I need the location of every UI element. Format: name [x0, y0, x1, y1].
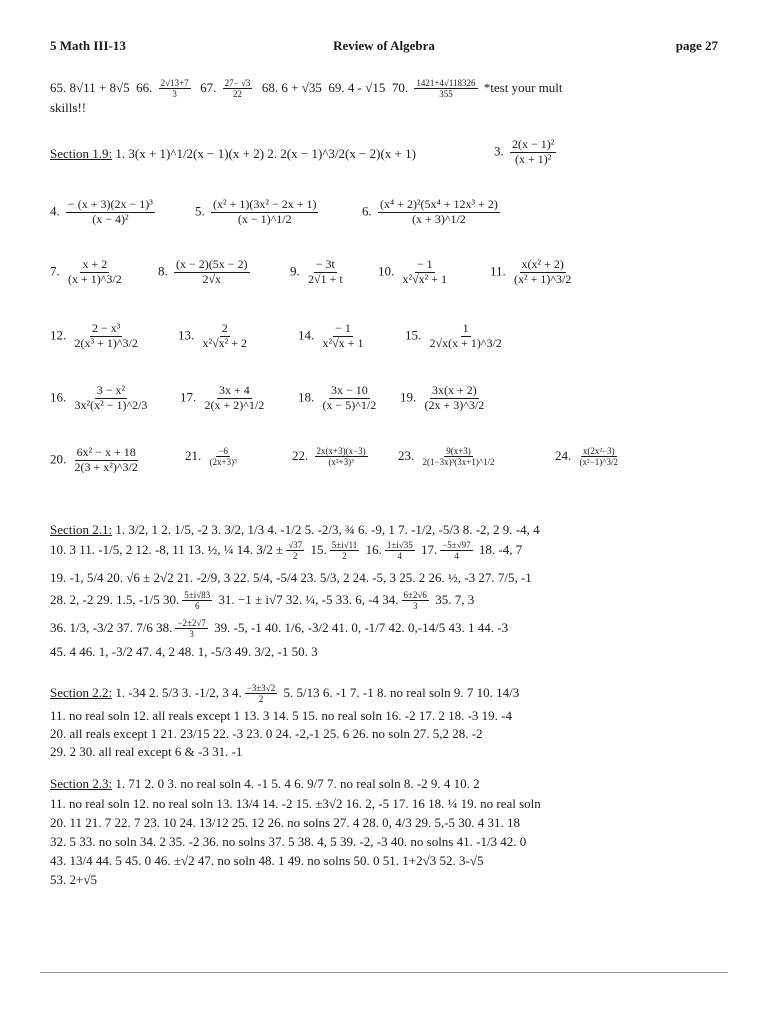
answer-1-9-7: 7. $\frac{x + 2}{(x + 1)\^{}3/2}$	[50, 257, 122, 286]
section-2-2-title: Section 2.2:	[50, 684, 113, 700]
answers-65-70	[50, 78, 728, 100]
section-2-2-row-3: 20. all reals except 1 21. 23/15 22. -3 23. 0 24. -2,-1 25. 6 26. no soln 27. 5,2 28. -2	[50, 726, 483, 741]
section-1-9-row-1	[50, 146, 728, 162]
course-label: 5 Math III-13	[50, 38, 126, 53]
section-2-3-row-3: 20. 11 21. 7 22. 7 23. 10 24. 13/12 25. 12 26. no solns 27. 4 28. 0, 4/3 29. 5,-5 30. 4 31. 18	[50, 815, 521, 830]
section-2-3-row-1: Section 2.3: 1. 71 2. 0 3. no real soln 4. -1 5. 4 6. 9/7 7. no real soln 8. -2 9. 4 10. 2	[50, 776, 480, 791]
answer-66-label: 66.	[136, 79, 153, 95]
answer-1-9-9: 9. $\frac{- 3t}{2√1 + t}$	[290, 257, 343, 286]
answer-1-9-4: 4. $\frac{\text{− (x + 3)(2x − 1)³}}{\text{(x − 4)²}}$	[50, 197, 153, 226]
answer-1-9-10: 10. $\frac{- 1}{\text{x²√x² + 1}}$	[378, 257, 448, 286]
answer-1-9-16: 16. $\frac{\text{3 − x²}}{\text{3x²(x² − 1)\textasciicircum{}2/3}}$	[50, 383, 148, 412]
section-2-1-row-3: 19. -1, 5/4 20. √6 ± 2√2 21. -2/9, 3 22. 5/4, -5/4 23. 5/3, 2 24. -5, 3 25. 2 26. ½, -3 27. 7/5, -1	[50, 570, 532, 585]
answer-68: 68. 6 + √35	[261, 79, 322, 95]
section-1-9-title: Section 1.9:	[50, 146, 113, 161]
answer-70-label: 70.	[391, 79, 409, 95]
section-2-1-row-6: 45. 4 46. 1, -3/2 47. 4, 2 48. 1, -5/3 49. 3/2, -1 50. 3	[50, 644, 318, 659]
section-2-3-title: Section 2.3:	[50, 776, 113, 791]
section-2-2-row-1: Section 2.2: 1. -34 2. 5/3 3. -1/2, 3 4. $\frac{-3\pm 3√2}{2}$ 5. 5/13 6. -1 7. -1 8. no real soln 9. 7 10. 14/3	[50, 683, 520, 705]
answer-1-9-20: 20. $\frac{\text{6x² − x + 18}}{\text{2(3 + x²)\textasciicircum{}3/2}}$	[50, 445, 138, 474]
answer-1-9-6: 6. $\frac{\text{(x⁴ + 2)²(5x⁴ + 12x³ + 2)}}{(x + 3)\^{}1/2}$	[362, 197, 498, 226]
section-2-3-row-2: 11. no real soln 12. no real soln 13. 13/4 14. -2 15. ±3√2 16. 2, -5 17. 16 18. ¼ 19. no real soln	[50, 796, 541, 811]
answer-1-9-21: 21. $\frac{-6}{\text{(2x+3)³}}$	[185, 446, 237, 468]
answer-67-fraction: $\frac{27- √3}{22}$	[224, 78, 251, 100]
answer-1-9-23: 23. $\frac{9(x+3)}{\text{2(1−3x)³(3x+1)\textasciicircum{}1/2}}$	[398, 446, 495, 468]
page-header	[50, 38, 718, 56]
page-number: page 27	[675, 38, 718, 53]
answer-1-9-13: 13. $\frac{2}{\text{x²√x² + 2}}$	[178, 321, 248, 350]
section-2-1-row-1: Section 2.1: 1. 3/2, 1 2. 1/5, -2 3. 3/2, 1/3 4. -1/2 5. -2/3, ¾ 6. -9, 1 7. -1/2, -5/3 8. -2, 2 9. -4, 4	[50, 522, 540, 537]
answer-1-9-18: 18. $\frac{3x - 10}{(x - 5)\^{}1/2}$	[298, 383, 377, 412]
answer-1-9-8: 8. $\frac{(x - 2)(5x - 2)}{2√x}$	[158, 257, 248, 286]
answer-1-9-11: 11. $\frac{\text{x(x² + 2)}}{\text{(x² + 1)\textasciicircum{}3/2}}$	[490, 257, 572, 286]
answer-67-label: 67.	[200, 79, 217, 95]
section-2-1-row-2: 10. 3 11. -1/5, 2 12. -8, 11 13. ½, ¼ 14. 3/2 ± $\frac{√37}{2}$ 15. $\frac{5\pm i√11}{2}$ 16. $\frac{1\pm i√35}{4}$ 17. $\frac{-5\pm√97}{4}$ 18. -4, 7	[50, 540, 523, 562]
answer-1-9-15: 15. $\frac{1}{2√x(x + 1)\^{}3/2}$	[405, 321, 502, 350]
section-2-2-row-2: 11. no real soln 12. all reals except 1 13. 3 14. 5 15. no real soln 16. -2 17. 2 18. -3 19. -4	[50, 708, 513, 723]
section-2-3-row-4: 32. 5 33. no soln 34. 2 35. -2 36. no solns 37. 5 38. 4, 5 39. -2, -3 40. no solns 41. -1/3 42. 0	[50, 834, 527, 849]
answer-66-fraction: $\frac{2√13+7}{3}$	[160, 78, 189, 100]
answer-65: 65. 8√11 + 8√5	[50, 79, 130, 95]
answer-1-9-22: 22. $\frac{2x(x+3)(x-3)}{\text{(x²+3)³}}$	[292, 446, 366, 468]
answer-1-9-24: 24. $\frac{\text{x(2x²−3)}}{\text{(x²−1)\textasciicircum{}3/2}}$	[555, 446, 618, 468]
bottom-divider	[40, 972, 728, 973]
section-2-3-row-5: 43. 13/4 44. 5 45. 0 46. ±√2 47. no soln 48. 1 49. no solns 50. 0 51. 1+2√3 52. 3-√5	[50, 853, 484, 868]
answer-70-fraction: $\frac{1421+4√118326}{355}$	[416, 78, 476, 100]
page-title: Review of Algebra	[333, 38, 435, 53]
answer-1-9-3: 3. $\frac{\text{2(x − 1)²}}{\text{(x + 1)²}}$	[494, 137, 555, 166]
answer-1-9-19: 19. $\frac{3x(x + 2)}{(2x + 3)\^{}3/2}$	[400, 383, 485, 412]
answer-1-9-12: 12. $\frac{\text{2 − x³}}{\text{2(x³ + 1)\textasciicircum{}3/2}}$	[50, 321, 138, 350]
section-2-1-row-5: 36. 1/3, -3/2 37. 7/6 38. $\frac{-2\pm 2√7}{3}$ 39. -5, -1 40. 1/6, -3/2 41. 0, -1/7 42. 0,-14/5 43. 1 44. -3	[50, 618, 509, 640]
answer-1-9-5: 5. $\frac{\text{(x² + 1)(3x² − 2x + 1)}}{(x - 1)\^{}1/2}$	[195, 197, 317, 226]
section-1-9-answers-1-2: 1. 3(x + 1)^1/2(x − 1)(x + 2) 2. 2(x − 1)^3/2(x − 2)(x + 1)	[115, 146, 416, 161]
test-note-cont: skills!!	[50, 100, 87, 115]
section-2-1-title: Section 2.1:	[50, 522, 113, 537]
section-2-3-row-6: 53. 2+√5	[50, 872, 97, 887]
section-2-1-row-4: 28. 2, -2 29. 1.5, -1/5 30. $\frac{5\pm i√83}{6}$ 31. −1 ± i√7 32. ¼, -5 33. 6, -4 34. $\frac{6\pm 2√6}{3}$ 35. 7, 3	[50, 590, 475, 612]
section-2-2-row-4: 29. 2 30. all real except 6 & -3 31. -1	[50, 744, 243, 759]
answer-1-9-14: 14. $\frac{- 1}{\text{x²√x + 1}}$	[298, 321, 364, 350]
test-note: *test your mult	[483, 79, 563, 95]
answer-69: 69. 4 - √15	[328, 79, 386, 95]
answer-1-9-17: 17. $\frac{3x + 4}{2(x + 2)\^{}1/2}$	[180, 383, 265, 412]
